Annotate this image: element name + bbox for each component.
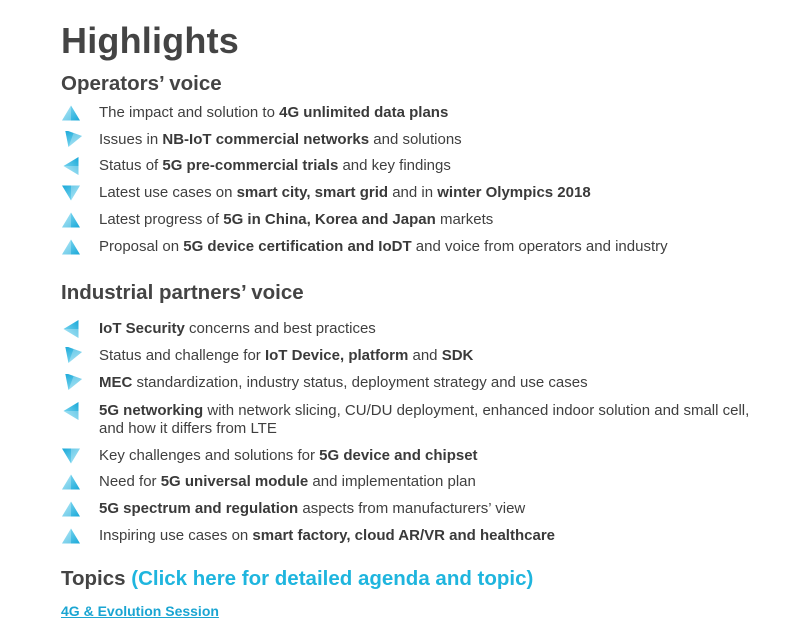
emphasis-text: 4G unlimited data plans — [279, 104, 449, 121]
list-item — [60, 347, 750, 365]
triangle-tilted-icon — [60, 374, 82, 392]
plain-text: Need for — [99, 473, 161, 490]
plain-text: Key challenges and solutions for — [99, 447, 320, 464]
list-item — [60, 527, 750, 545]
emphasis-text: 5G in China, Korea and Japan — [223, 211, 436, 228]
list-item-text — [99, 320, 750, 338]
emphasis-text: smart city, smart grid — [236, 184, 389, 201]
triangle-up-icon — [60, 211, 82, 229]
page-title: Highlights — [61, 20, 239, 61]
plain-text: and key findings — [338, 157, 451, 174]
triangle-down-icon — [60, 184, 82, 202]
triangle-up-icon — [60, 500, 82, 518]
plain-text: and — [408, 347, 442, 364]
list-item-text — [99, 157, 750, 175]
emphasis-text: MEC — [99, 374, 133, 391]
list-item — [60, 473, 750, 491]
list-item — [60, 211, 750, 229]
list-item-text — [99, 402, 750, 438]
list-item — [60, 447, 750, 465]
plain-text: Status of — [99, 157, 163, 174]
plain-text: aspects from manufacturers’ view — [298, 500, 526, 517]
plain-text: The impact and solution to — [99, 104, 280, 121]
emphasis-text: NB-IoT commercial networks — [162, 131, 370, 148]
list-item-text — [99, 527, 750, 545]
plain-text: and solutions — [369, 131, 462, 148]
emphasis-text: SDK — [441, 347, 474, 364]
triangle-tilted-icon — [60, 347, 82, 365]
plain-text: standardization, industry status, deployment strategy and use cases — [132, 374, 588, 391]
plain-text: Latest use cases on — [99, 184, 237, 201]
list-item — [60, 184, 750, 202]
plain-text: and implementation plan — [308, 473, 476, 490]
emphasis-text: 5G spectrum and regulation — [99, 500, 299, 517]
industrial-partners-voice-heading: Industrial partners’ voice — [61, 281, 304, 304]
list-item-text — [99, 104, 750, 122]
list-item — [60, 320, 750, 338]
list-item — [60, 104, 750, 122]
triangle-left-icon — [60, 157, 82, 175]
triangle-up-icon — [60, 473, 82, 491]
plain-text: and in — [388, 184, 438, 201]
agenda-link[interactable]: (Click here for detailed agenda and topic) — [131, 567, 534, 590]
triangle-up-icon — [60, 238, 82, 256]
operators-voice-heading: Operators’ voice — [61, 72, 222, 95]
list-item — [60, 402, 750, 438]
list-item-text — [99, 374, 750, 392]
list-item-text — [99, 473, 750, 491]
emphasis-text: 5G networking — [99, 402, 204, 419]
triangle-tilted-icon — [60, 131, 82, 149]
list-item-text — [99, 184, 750, 202]
list-item-text — [99, 447, 750, 465]
emphasis-text: winter Olympics 2018 — [437, 184, 591, 201]
plain-text: Status and challenge for — [99, 347, 265, 364]
plain-text: Proposal on — [99, 238, 184, 255]
list-item — [60, 131, 750, 149]
emphasis-text: smart factory, cloud AR/VR and healthcare — [252, 527, 555, 544]
emphasis-text: IoT Security — [99, 320, 185, 337]
triangle-up-icon — [60, 104, 82, 122]
list-item-text — [99, 131, 750, 149]
list-item-text — [99, 347, 750, 365]
emphasis-text: IoT Device, platform — [264, 347, 409, 364]
list-item — [60, 157, 750, 175]
triangle-left-icon — [60, 320, 82, 338]
plain-text: concerns and best practices — [184, 320, 376, 337]
list-item-text — [99, 238, 750, 256]
topics-heading — [61, 567, 533, 591]
plain-text: with network slicing, CU/DU deployment, enhanced indoor solution and small cell, and how it differs from LTE — [99, 402, 750, 437]
list-item — [60, 500, 750, 518]
triangle-left-icon — [60, 402, 82, 420]
plain-text: Issues in — [99, 131, 163, 148]
list-item — [60, 238, 750, 256]
emphasis-text: 5G device and chipset — [319, 447, 478, 464]
list-item — [60, 374, 750, 392]
plain-text: markets — [435, 211, 494, 228]
list-item-text — [99, 500, 750, 518]
triangle-down-icon — [60, 447, 82, 465]
emphasis-text: 5G universal module — [160, 473, 309, 490]
plain-text: Inspiring use cases on — [99, 527, 253, 544]
plain-text: and voice from operators and industry — [411, 238, 668, 255]
list-item-text — [99, 211, 750, 229]
emphasis-text: 5G pre-commercial trials — [162, 157, 339, 174]
topics-label: Topics — [61, 567, 126, 590]
session-link[interactable]: 4G & Evolution Session — [61, 603, 219, 619]
triangle-up-icon — [60, 527, 82, 545]
emphasis-text: 5G device certification and IoDT — [183, 238, 412, 255]
plain-text: Latest progress of — [99, 211, 224, 228]
